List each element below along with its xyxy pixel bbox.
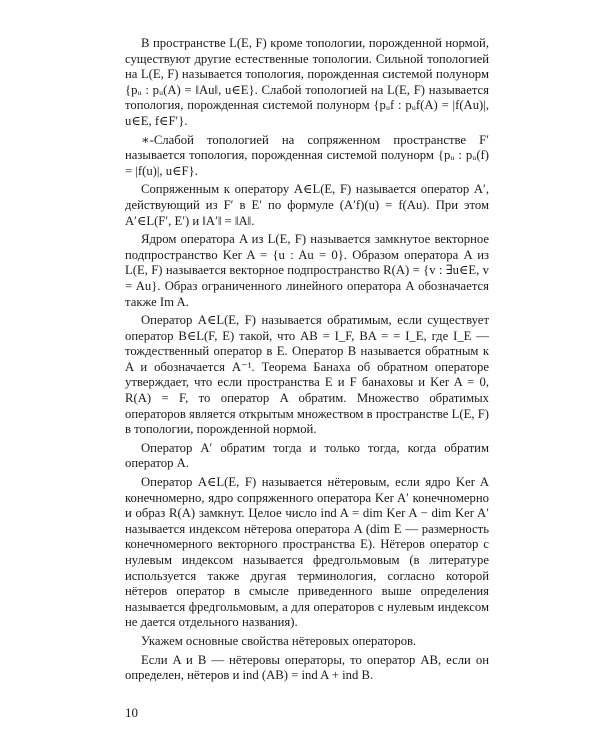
paragraph-noether-properties-intro: Укажем основные свойства нётеровых операторов. (141, 633, 417, 648)
paragraph-noether-operator: Оператор A∈L(E, F) называется нётеровым, если ядро Ker A конечномерно, ядро сопряженного оператора Ker A′ конечномерно и образ R(A) замкнут. Целое число ind A = dim Ker A − dim Ker A′ называется индексом нётерова оператора A (dim E — размерность конечномерного векторного пространства E). Нётеров оператор с нулевым индексом называется фредгольмовым (в литературе используется также другая терминология, согласно которой нётеров оператор в смысле приведенного выше определения называется фредгольмовым, а для операторов с нулевым индексом не дается отдельного названия). (125, 475, 489, 630)
paragraph-kernel-image: Ядром оператора A из L(E, F) называется замкнутое векторное подпространство Ker A = {u : Au = 0}. Образом оператора A из L(E, F) называется векторное подпространство R(A) = {v : ∃u∈E, v = Au}. Образ ограниченного линейного оператора A обозначается также Im A. (125, 232, 489, 309)
page-number: 10 (125, 705, 138, 720)
paragraph-adjoint-invertible: Оператор A′ обратим тогда и только тогда, когда обратим оператор A. (125, 440, 489, 471)
paragraph-weak-star-topology: ∗-Слабой топологией на сопряженном пространстве F′ называется топология, порожденная системой полунорм {pᵤ : pᵤ(f) = |f(u)|, u∈F}. (125, 132, 489, 178)
paragraph-noether-product: Если A и B — нётеровы операторы, то оператор AB, если он определен, нётеров и ind (AB) = ind A + ind B. (125, 652, 489, 683)
paragraph-invertible-operator: Оператор A∈L(E, F) называется обратимым, если существует оператор B∈L(F, E) такой, что AB = I_F, BA = = I_E, где I_E — тождественный оператор в E. Оператор B называется обратным к A и обозначается A⁻¹. Теорема Банаха об обратном операторе утверждает, что если пространства E и F банаховы и Ker A = 0, R(A) = F, то оператор A обратим. Множество обратимых операторов является открытым множеством в пространстве L(E, F) в топологии, порожденной нормой. (125, 313, 489, 437)
paragraph-adjoint-operator: Сопряженным к оператору A∈L(E, F) называется оператор A′, действующий из F′ в E′ по формуле (A′f)(u) = f(Au). При этом A′∈L(F′, E′) и ‖A′‖ = ‖A‖. (125, 182, 489, 228)
page-body (125, 36, 489, 687)
paragraph-topologies: В пространстве L(E, F) кроме топологии, порожденной нормой, существуют другие естественные топологии. Сильной топологией на L(E, F) называется топология, порожденная системой полунорм {pᵤ : pᵤ(A) = ‖Au‖, u∈E}. Слабой топологией на L(E, F) называется топология, порожденная системой полунорм {pᵤf : pᵤf(A) = |f(Au)|, u∈E, f∈F′}. (125, 36, 489, 128)
